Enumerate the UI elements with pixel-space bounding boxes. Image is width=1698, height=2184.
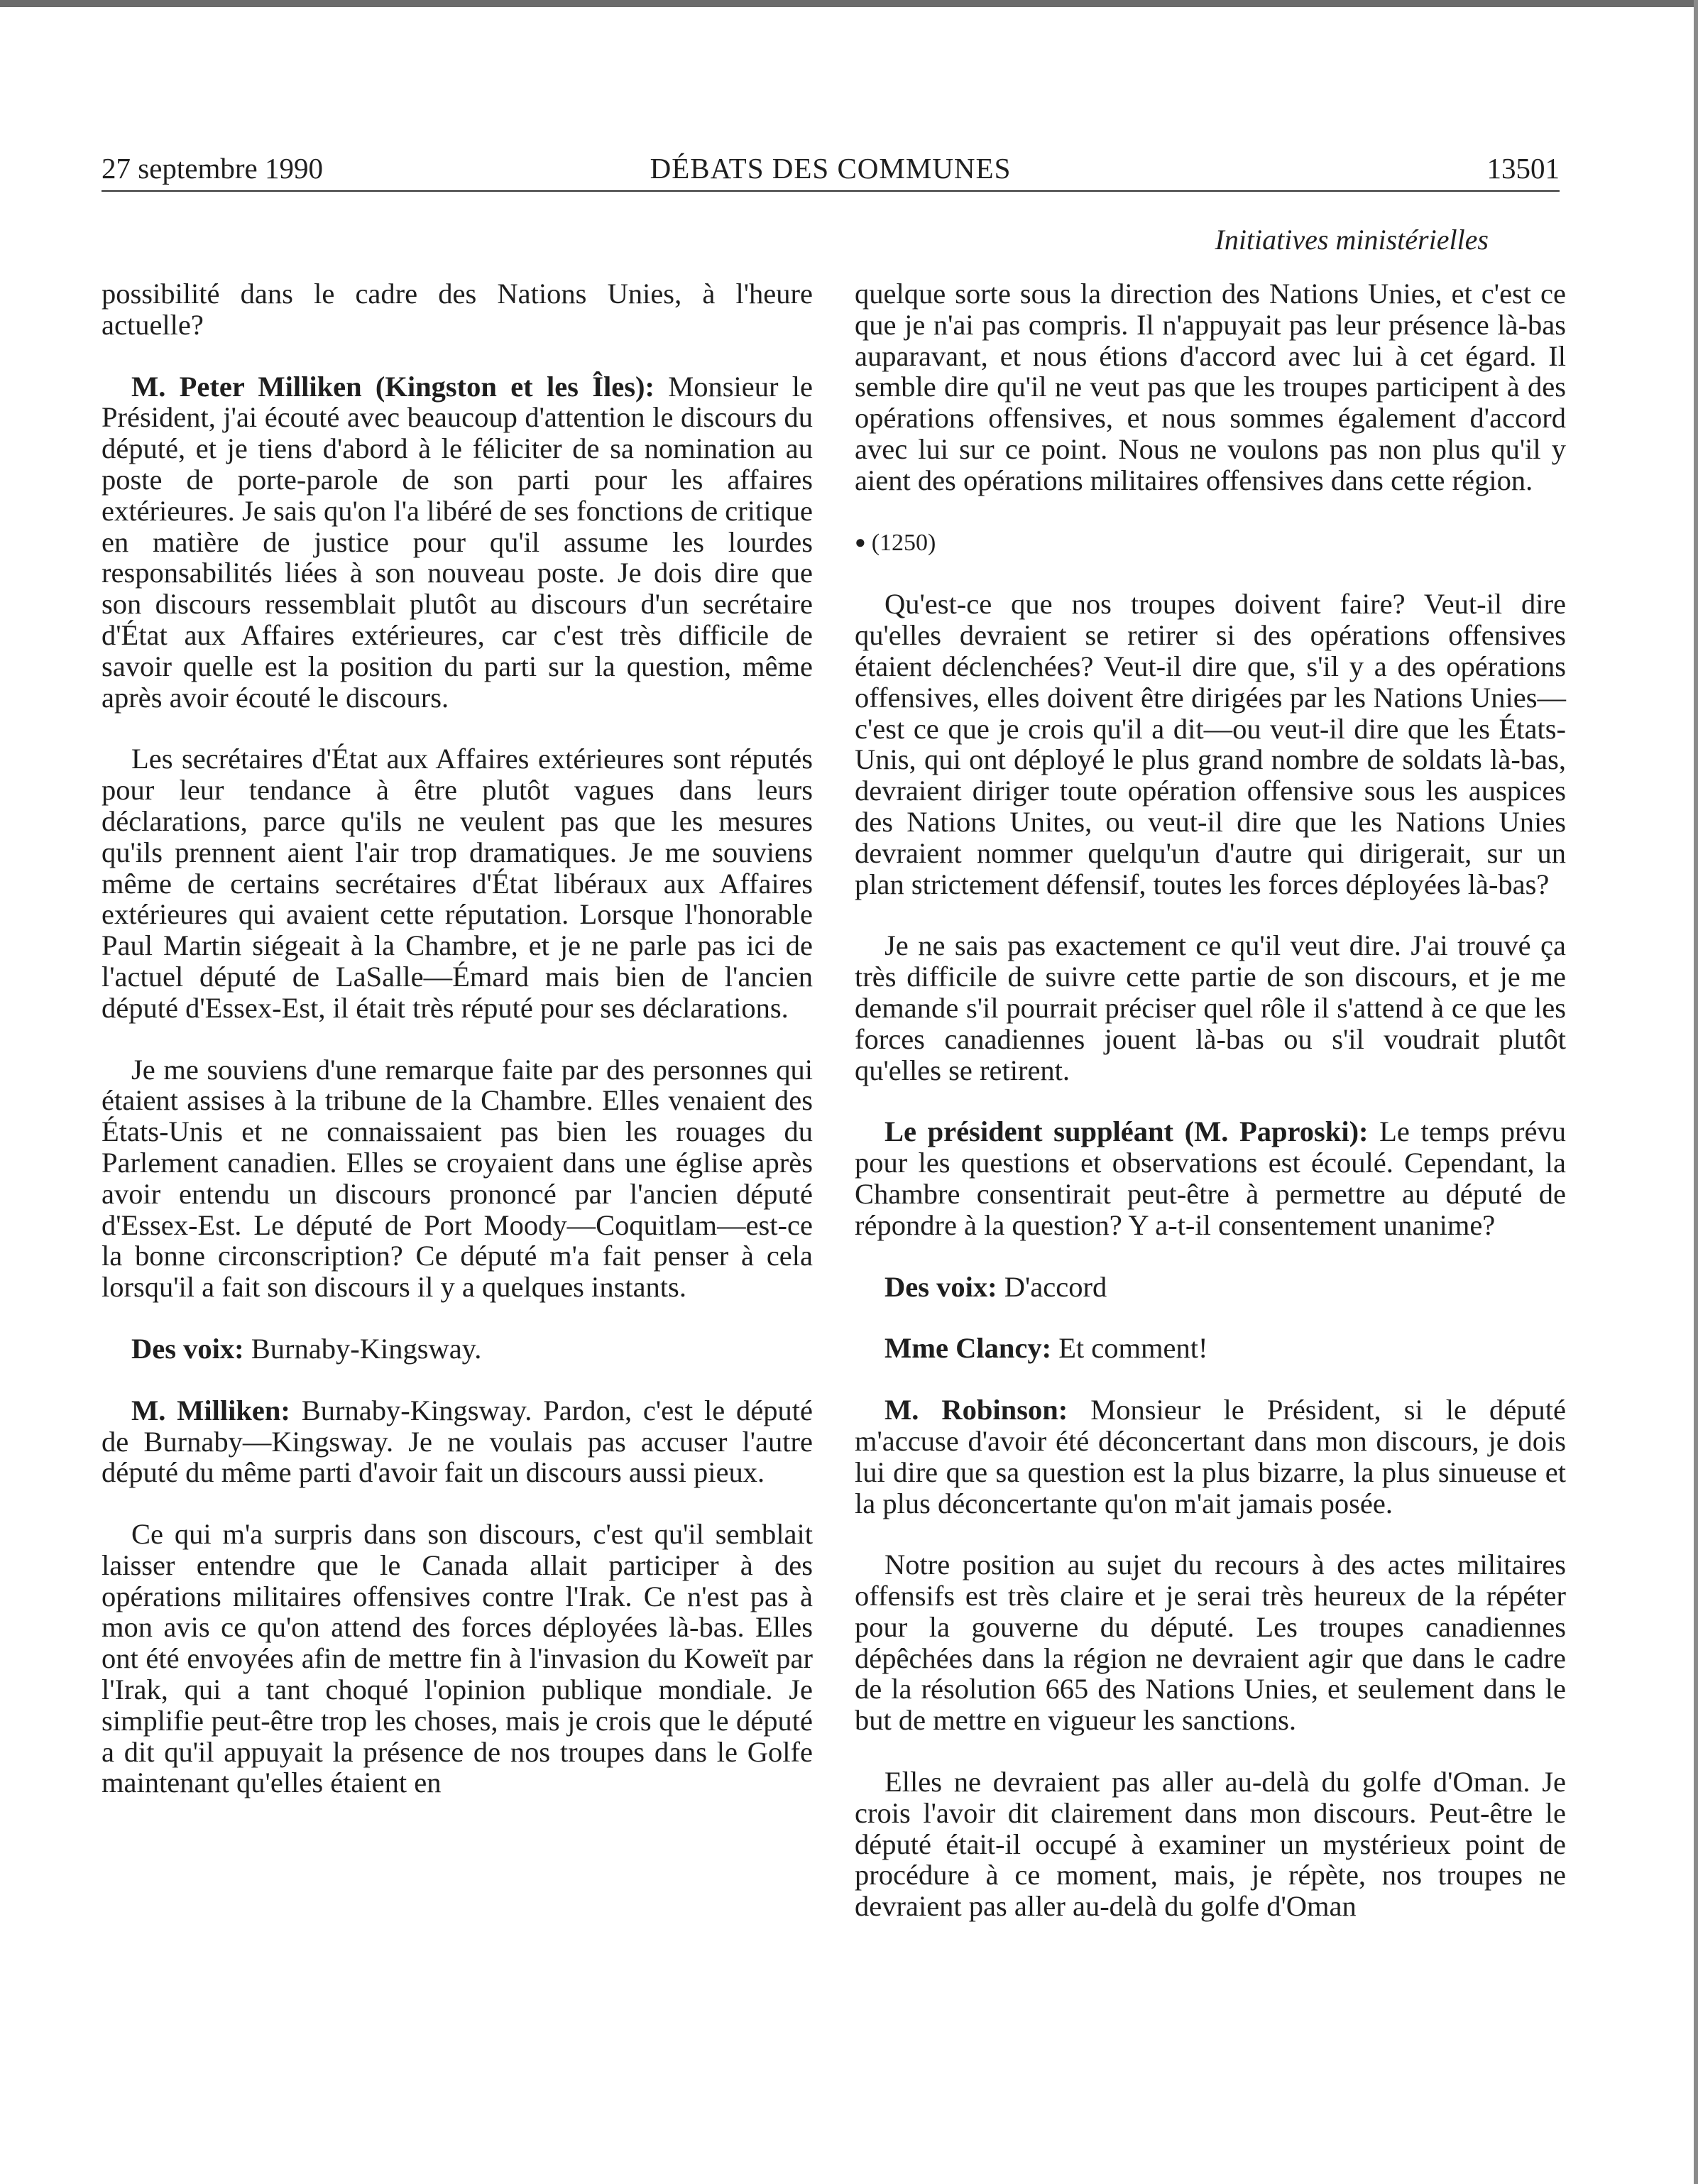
speech-paragraph — [855, 1394, 1566, 1519]
speech-paragraph — [102, 1395, 813, 1488]
left-column — [102, 278, 813, 1829]
paragraph: Ce qui m'a surpris dans son discours, c'est qu'il semblait laisser entendre que le Canada allait participer à des opérations militaires offensives contre l'Irak. Ce n'est pas à mon avis ce qu'on attend des forces déployées là-bas. Elles ont été envoyées afin de mettre fin à l'invasion du Koweït par l'Irak, qui a tant choqué l'opinion publique mondiale. Je simplifie peut-être trop les choses, mais je crois que le député a dit qu'il appuyait la présence de nos troupes dans le Golfe maintenant qu'elles étaient en — [102, 1518, 813, 1799]
speaker-name: Des voix: — [131, 1332, 244, 1365]
speech-paragraph — [855, 1272, 1566, 1303]
speech-text: Burnaby-Kingsway. — [243, 1332, 482, 1365]
header-title: DÉBATS DES COMMUNES — [650, 152, 1012, 185]
paragraph: Qu'est-ce que nos troupes doivent faire? Veut-il dire qu'elles devraient se retirer si des opérations offensives étaient déclenchées? Veut-il dire que, s'il y a des opérations offensives, elles doivent être dirigées par les Nations Unies—c'est ce que je crois qu'il a dit—ou veut-il dire que les États-Unis, qui ont déployé le plus grand nombre de soldats là-bas, devraient diriger toute opération offensive sous les auspices des Nations Unites, ou veut-il dire que les Nations Unies devraient nommer quelqu'un d'autre qui dirigerait, sur un plan strictement défensif, toutes les forces déployées là-bas? — [855, 588, 1566, 900]
header-page-number: 13501 — [1486, 152, 1560, 185]
right-column — [855, 278, 1566, 1953]
paragraph: Je ne sais pas exactement ce qu'il veut dire. J'ai trouvé ça très difficile de suivre cette partie de son discours, et je me demande s'il pourrait préciser quel rôle il s'attend à ce que les forces canadiennes jouent là-bas ou s'il voudrait plutôt qu'elles se retirent. — [855, 929, 1566, 1086]
speech-paragraph — [102, 371, 813, 714]
speech-paragraph — [855, 1333, 1566, 1364]
speaker-name: M. Peter Milliken (Kingston et les Îles): — [131, 370, 654, 403]
speaker-name: Mme Clancy: — [884, 1332, 1052, 1365]
speaker-name: M. Milliken: — [131, 1394, 290, 1426]
page-header — [102, 149, 1560, 187]
speaker-name: Le président suppléant (M. Paproski): — [884, 1115, 1369, 1148]
speech-text: Et comment! — [1051, 1332, 1208, 1365]
speech-text: Le temps prévu pour les questions et observations est écoulé. Cependant, la Chambre consentirait peut-être à permettre au député de répondre à la question? Y a-t-il consentement unanime? — [855, 1115, 1566, 1241]
speech-paragraph — [102, 1333, 813, 1365]
paragraph: Je me souviens d'une remarque faite par des personnes qui étaient assises à la tribune de la Chambre. Elles venaient des États-Unis et ne connaissaient pas bien les rouages du Parlement canadien. Elles se croyaient dans une église après avoir entendu un discours prononcé par l'ancien député d'Essex-Est. Le député de Port Moody—Coquitlam—est-ce la bonne circonscription? Ce député m'a fait penser à cela lorsqu'il a fait son discours il y a quelques instants. — [102, 1053, 813, 1304]
paragraph: Les secrétaires d'État aux Affaires extérieures sont réputés pour leur tendance à être plutôt vagues dans leurs déclarations, parce qu'ils ne veulent pas que les mesures qu'ils prennent aient l'air trop dramatiques. Je me souviens même de certains secrétaires d'État libéraux aux Affaires extérieures qui avaient cette réputation. Lorsque l'honorable Paul Martin siégeait à la Chambre, et je ne parle pas ici de l'actuel député de LaSalle—Émard mais bien de l'ancien député d'Essex-Est, il était très réputé pour ses déclarations. — [102, 743, 813, 1024]
speech-text: D'accord — [997, 1270, 1107, 1303]
paragraph: Elles ne devraient pas aller au-delà du golfe d'Oman. Je crois l'avoir dit clairement dans mon discours. Peut-être le député était-il occupé à examiner un mystérieux point de procédure à ce moment, mais, je répète, nos troupes ne devraient pas aller au-delà du golfe d'Oman — [855, 1766, 1566, 1923]
speech-text: Monsieur le Président, j'ai écouté avec beaucoup d'attention le discours du député, et je tiens d'abord à le féliciter de sa nomination au poste de porte-parole de son parti pour les affaires extérieures. Je sais qu'on l'a libéré de ses fonctions de critique en matière de justice pour qu'il assume les lourdes responsabilités liées à son nouveau poste. Je dois dire que son discours ressemblait plutôt au discours d'un secrétaire d'État aux Affaires extérieures, car c'est très difficile de savoir quelle est la position du parti sur la question, même après avoir écouté le discours. — [102, 370, 814, 714]
speaker-name: M. Robinson: — [884, 1394, 1068, 1426]
speech-text: Monsieur le Président, si le député m'accuse d'avoir été déconcertant dans mon discours, je dois lui dire que sa question est la plus bizarre, la plus sinueuse et la plus déconcertante qu'on m'ait jamais posée. — [855, 1394, 1566, 1519]
speaker-name: Des voix: — [884, 1270, 997, 1303]
speech-text: Burnaby-Kingsway. Pardon, c'est le député de Burnaby—Kingsway. Je ne voulais pas accuser l'autre député du même parti d'avoir fait un discours aussi pieux. — [102, 1394, 813, 1489]
bullet-icon: ● — [855, 531, 866, 552]
paragraph: Notre position au sujet du recours à des actes militaires offensifs est très claire et je serai très heureux de la répéter pour la gouverne du député. Les troupes canadiennes dépêchées dans la région ne devraient agir que dans le cadre de la résolution 665 des Nations Unies, et seulement dans le but de mettre en vigueur les sanctions. — [855, 1549, 1566, 1737]
paragraph: possibilité dans le cadre des Nations Unies, à l'heure actuelle? — [102, 278, 813, 341]
timestamp — [855, 527, 1566, 559]
section-label: Initiatives ministérielles — [1215, 224, 1489, 256]
paragraph: quelque sorte sous la direction des Nations Unies, et c'est ce que je n'ai pas compris. Il n'appuyait pas leur présence là-bas auparavant, et nous étions d'accord avec lui à cet égard. Il semble dire qu'il ne veut pas que les troupes participent à des opérations offensives, et nous sommes également d'accord avec lui sur ce point. Nous ne voulons pas non plus qu'il y aient des opérations militaires offensives dans cette région. — [855, 278, 1566, 496]
speech-paragraph — [855, 1116, 1566, 1240]
page-top-edge — [0, 0, 1698, 7]
header-rule — [102, 190, 1560, 192]
header-date: 27 septembre 1990 — [102, 152, 323, 185]
page-right-edge — [1694, 0, 1698, 2184]
timestamp-text: (1250) — [871, 529, 936, 556]
